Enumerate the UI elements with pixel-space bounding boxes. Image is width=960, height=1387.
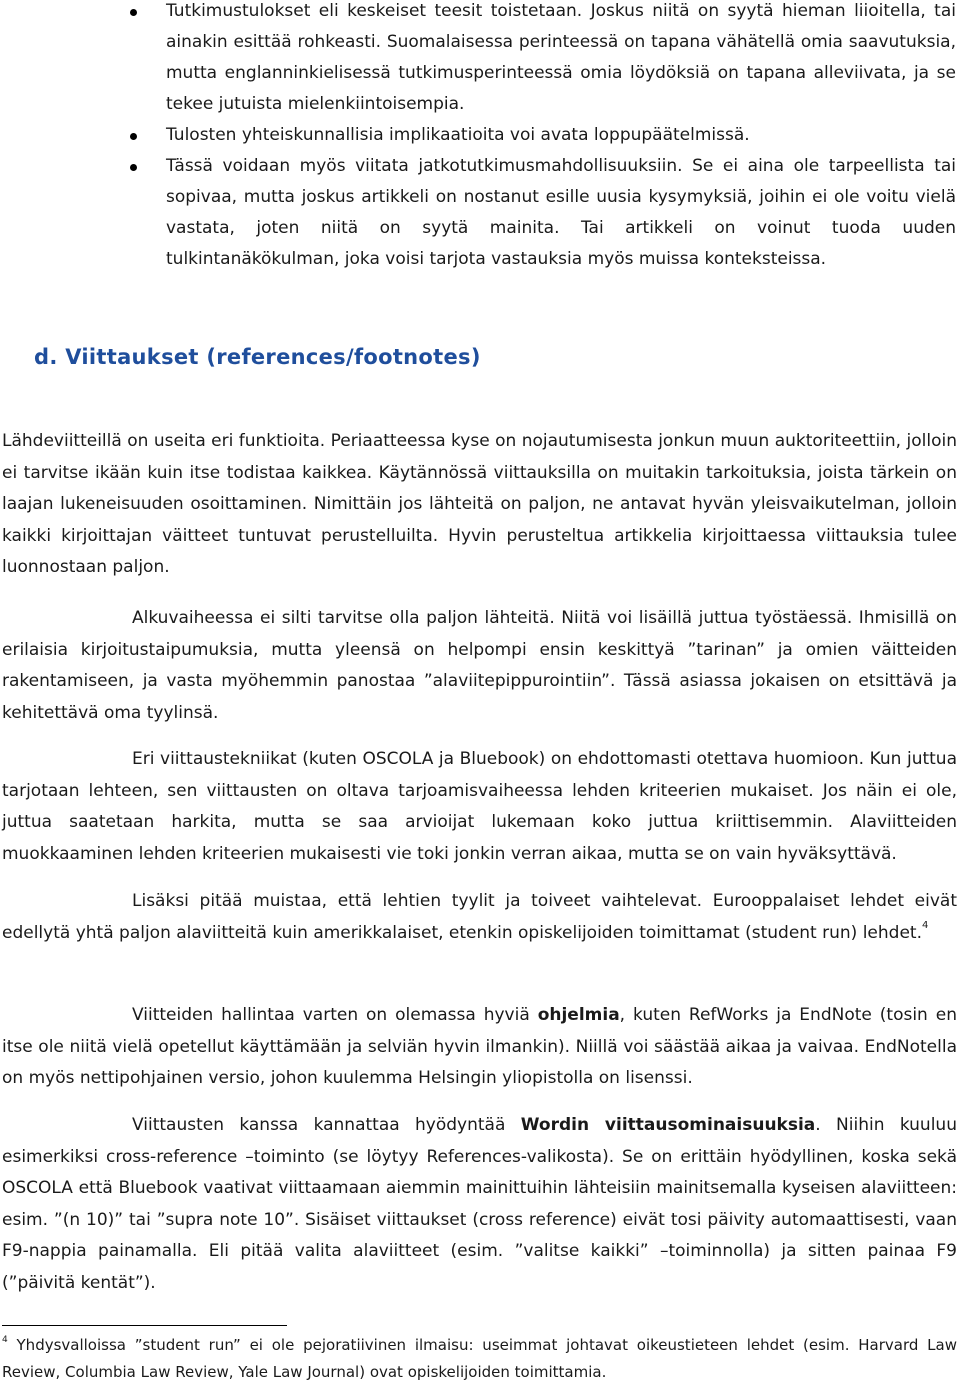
list-item — [0, 120, 960, 151]
footnote-divider — [2, 1325, 287, 1326]
bullet-dot — [130, 9, 137, 16]
paragraph-text: Viittausten kanssa kannattaa hyödyntää — [132, 1115, 521, 1135]
bullet-dot — [130, 133, 137, 140]
paragraph-text: . Niihin kuuluu esimerkiksi cross-reference –toiminto (se löytyy References-valikosta). Se on erittäin hyödyllinen, koska sekä OSCOLA että Bluebook vaativat viittaamaan aiemmin mainittuihin lähteisiin mainitsemalla kyseisen alaviitteen: esim. ”(n 10)” tai ”supra note 10”. Sisäiset viittaukset (cross reference) eivät tosi päivity automaattisesti, vaan F9-nappia painamalla. Eli pitää valita alaviitteet (esim. ”valitse kaikki” –toiminnolla) ja sitten painaa F9 (”päivitä kentät”). — [2, 1115, 957, 1293]
bullet-text: Tutkimustulokset eli keskeiset teesit toistetaan. Joskus niitä on syytä hieman liioitella, tai ainakin esittää rohkeasti. Suomalaisessa perinteessä on tapana vähätellä omia saavutuksia, mutta englanninkielisessä tutkimusperinteessä omia löydöksiä on tapana alleviivata, ja se tekee jutuista mielenkiintoisempia. — [166, 1, 956, 114]
bullet-list — [0, 0, 960, 275]
footnote-text: Yhdysvalloissa ”student run” ei ole pejoratiivinen ilmaisu: useimmat johtavat oikeustieteen lehdet (esim. Harvard Law Review, Columbia Law Review, Yale Law Journal) ovat opiskelijoiden toimittamia. — [2, 1336, 957, 1381]
bold-term: Wordin viittausominaisuuksia — [520, 1115, 816, 1135]
paragraph-functions: Lähdeviitteillä on useita eri funktioita. Periaatteessa kyse on nojautumisesta jonkun muun auktoriteettiin, jolloin ei tarvitse ikään kuin itse todistaa kaikkea. Käytännössä viittauksilla on muitakin tarkoituksia, joista tärkein on laajan lukeneisuuden osoittaminen. Nimittäin jos lähteitä on paljon, ne antavat hyvän yleisvaikutelman, jolloin kaikki kirjoittajan väitteet tuntuvat perustelluilta. Hyvin perusteltua artikkelia kirjoittaessa viittauksia tulee luonnostaan paljon. — [2, 431, 957, 577]
bullet-dot — [130, 164, 137, 171]
bullet-text: Tulosten yhteiskunnallisia implikaatioita voi avata loppupäätelmissä. — [166, 125, 750, 145]
paragraph-reference-software — [2, 1000, 957, 1095]
paragraph-text: Viitteiden hallintaa varten on olemassa hyviä — [132, 1005, 538, 1025]
footnote-number: 4 — [2, 1335, 8, 1345]
bold-term: ohjelmia — [537, 1005, 620, 1025]
bullet-text: Tässä voidaan myös viitata jatkotutkimusmahdollisuuksiin. Se ei aina ole tarpeellista tai sopivaa, mutta joskus artikkeli on nostanut esille uusia kysymyksiä, joihin ei ole voitu vielä vastata, joten niitä on syytä mainita. Tai artikkeli on voinut tuoda uuden tulkintanäkökulman, joka voisi tarjota vastauksia myös muissa konteksteissa. — [166, 156, 956, 269]
paragraph-text: , kuten RefWorks ja EndNote (tosin en itse ole niitä vielä opetellut käyttämään ja selviän hyvin ilmankin). Niillä voi säästää aikaa ja vaivaa. EndNotella on myös nettipohjainen versio, johon kuulemma Helsingin yliopistolla on lisenssi. — [2, 1005, 957, 1088]
footnote — [2, 1332, 957, 1386]
paragraph-journal-styles — [2, 886, 957, 949]
section-heading: d. Viittaukset (references/footnotes) — [34, 345, 481, 369]
list-item — [0, 0, 960, 120]
footnote-reference[interactable]: 4 — [921, 919, 929, 931]
list-item — [0, 151, 960, 275]
paragraph-citation-styles: Eri viittaustekniikat (kuten OSCOLA ja Bluebook) on ehdottomasti otettava huomioon. Kun juttua tarjotaan lehteen, sen viittausten on oltava tarjoamisvaiheessa lehden kriteerien mukaiset. Jos näin ei ole, juttua saatetaan harkita, mutta se saa arvioijat lukemaan koko juttua kriittisemmin. Alaviitteiden muokkaaminen lehden kriteerien mukaisesti vie toki jonkin verran aikaa, mutta se on vain hyväksyttävä. — [2, 749, 957, 864]
paragraph-text: Lisäksi pitää muistaa, että lehtien tyylit ja toiveet vaihtelevat. Eurooppalaiset lehdet eivät edellytä yhtä paljon alaviitteitä kuin amerikkalaiset, etenkin opiskelijoiden toimittamat (student run) lehdet. — [2, 891, 957, 943]
paragraph-early-stage: Alkuvaiheessa ei silti tarvitse olla paljon lähteitä. Niitä voi lisäillä juttua työstäessä. Ihmisillä on erilaisia kirjoitustaipumuksia, mutta yleensä on helpompi ensin keskittyä ”tarinan” ja omien väitteiden rakentamiseen, ja vasta myöhemmin panostaa ”alaviitepippurointiin”. Tässä asiassa jokaisen on etsittävä ja kehitettävä oma tyylinsä. — [2, 608, 957, 723]
paragraph-word-features — [2, 1110, 957, 1299]
